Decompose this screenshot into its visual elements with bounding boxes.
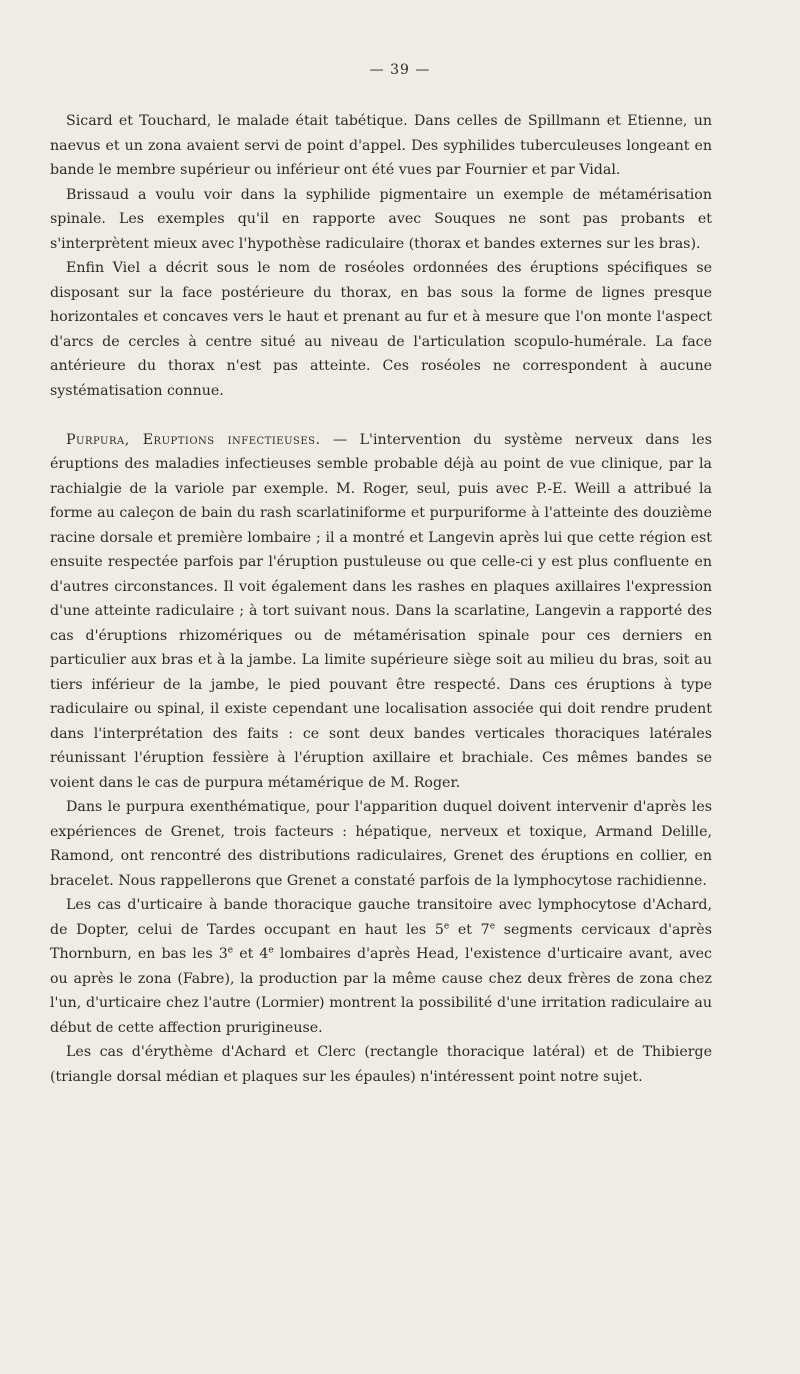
- paragraph-exenthematique: Dans le purpura exenthématique, pour l'apparition duquel doivent intervenir d'après les expériences de Grenet, trois facteurs : hépatique, nerveux et toxique, Armand Delille, Ramond, ont rencontré des distributions radiculaires, Grenet des éruptions en collier, en bracelet. Nous rappellerons que Grenet a constaté parfois de la lymphocytose rachidienne.: [50, 799, 712, 889]
- body-text: [50, 109, 712, 1089]
- urticaire-text: et 4: [233, 946, 269, 962]
- urticaire-text: segments cervicaux d'après Thornburn, en bas les 3: [50, 921, 712, 962]
- superscript: e: [268, 945, 274, 956]
- superscript: e: [489, 920, 496, 931]
- section-text: — L'intervention du système nerveux dans les éruptions des maladies infectieuses semble probable déjà au point de vue clinique, par la rachialgie de la variole par exemple. M. Roger, seul, puis avec P.-E. Weill a attribué la forme au caleçon de bain du rash scarlatiniforme et purpuriforme à l'atteinte des douzième racine dorsale et première lombaire ; il a montré et Langevin après lui que cette région est ensuite respectée parfois par l'éruption pustuleuse ou que celle-ci y est plus confluente en d'autres circonstances. Il voit également dans les rashes en plaques axillaires l'expression d'une atteinte radiculaire ; à tort suivant nous. Dans la scarlatine, Langevin a rapporté des cas d'éruptions rhizomériques ou de métamérisation spinale pour ces derniers en particulier aux bras et à la jambe. La limite supérieure siège soit au milieu du bras, soit au tiers inférieur de la jambe, le pied pouvant être respecté. Dans ces éruptions à type radiculaire ou spinal, il existe cependant une localisation associée qui doit rendre prudent dans l'interprétation des faits : ce sont deux bandes verticales thoraciques latérales réunissant l'éruption fessière à l'éruption axillaire et brachiale. Ces mêmes bandes se voient dans le cas de purpura métamérique de M. Roger.: [50, 431, 712, 791]
- section-heading: Purpura, Eruptions infectieuses.: [66, 431, 321, 448]
- superscript: e: [227, 945, 234, 956]
- urticaire-text: lombaires d'après Head, l'existence d'urticaire avant, avec ou après le zona (Fabre), la production par la même cause chez deux frères de zona chez l'un, d'urticaire chez l'autre (Lormier) montrent la possibilité d'une irritation radiculaire au début de cette affection prurigineuse.: [50, 946, 712, 1036]
- urticaire-text: et 7: [449, 921, 490, 938]
- superscript: e: [443, 920, 450, 931]
- paragraph-sicard: Sicard et Touchard, le malade était tabétique. Dans celles de Spillmann et Etienne, un naevus et un zona avaient servi de point d'appel. Des syphilides tuberculeuses longeant en bande le membre supérieur ou inférieur ont été vues par Fournier et par Vidal.: [50, 113, 712, 178]
- paragraph-erytheme: Les cas d'érythème d'Achard et Clerc (rectangle thoracique latéral) et de Thibierge (triangle dorsal médian et plaques sur les épaules) n'intéressent point notre sujet.: [50, 1044, 712, 1085]
- urticaire-text: Les cas d'urticaire à bande thoracique gauche transitoire avec lymphocytose d'Achard, de Dopter, celui de Tardes occupant en haut les 5: [50, 897, 712, 938]
- paragraph-urticaire: [50, 893, 712, 1040]
- paragraph-purpura: [50, 428, 712, 796]
- paragraph-brissaud: Brissaud a voulu voir dans la syphilide pigmentaire un exemple de métamérisation spinale. Les exemples qu'il en rapporte avec Souques ne sont pas probants et s'interprètent mieux avec l'hypothèse radiculaire (thorax et bandes externes sur les bras).: [50, 186, 712, 252]
- paragraph-viel: Enfin Viel a décrit sous le nom de roséoles ordonnées des éruptions spécifiques se disposant sur la face postérieure du thorax, en bas sous la forme de lignes presque horizontales et concaves vers le haut et prenant au fur et à mesure que l'on monte l'aspect d'arcs de cercles à centre situé au niveau de l'articulation scopulo-humérale. La face antérieure du thorax n'est pas atteinte. Ces roséoles ne correspondent à aucune systématisation connue.: [50, 260, 712, 399]
- page-number: — 39 —: [369, 62, 431, 78]
